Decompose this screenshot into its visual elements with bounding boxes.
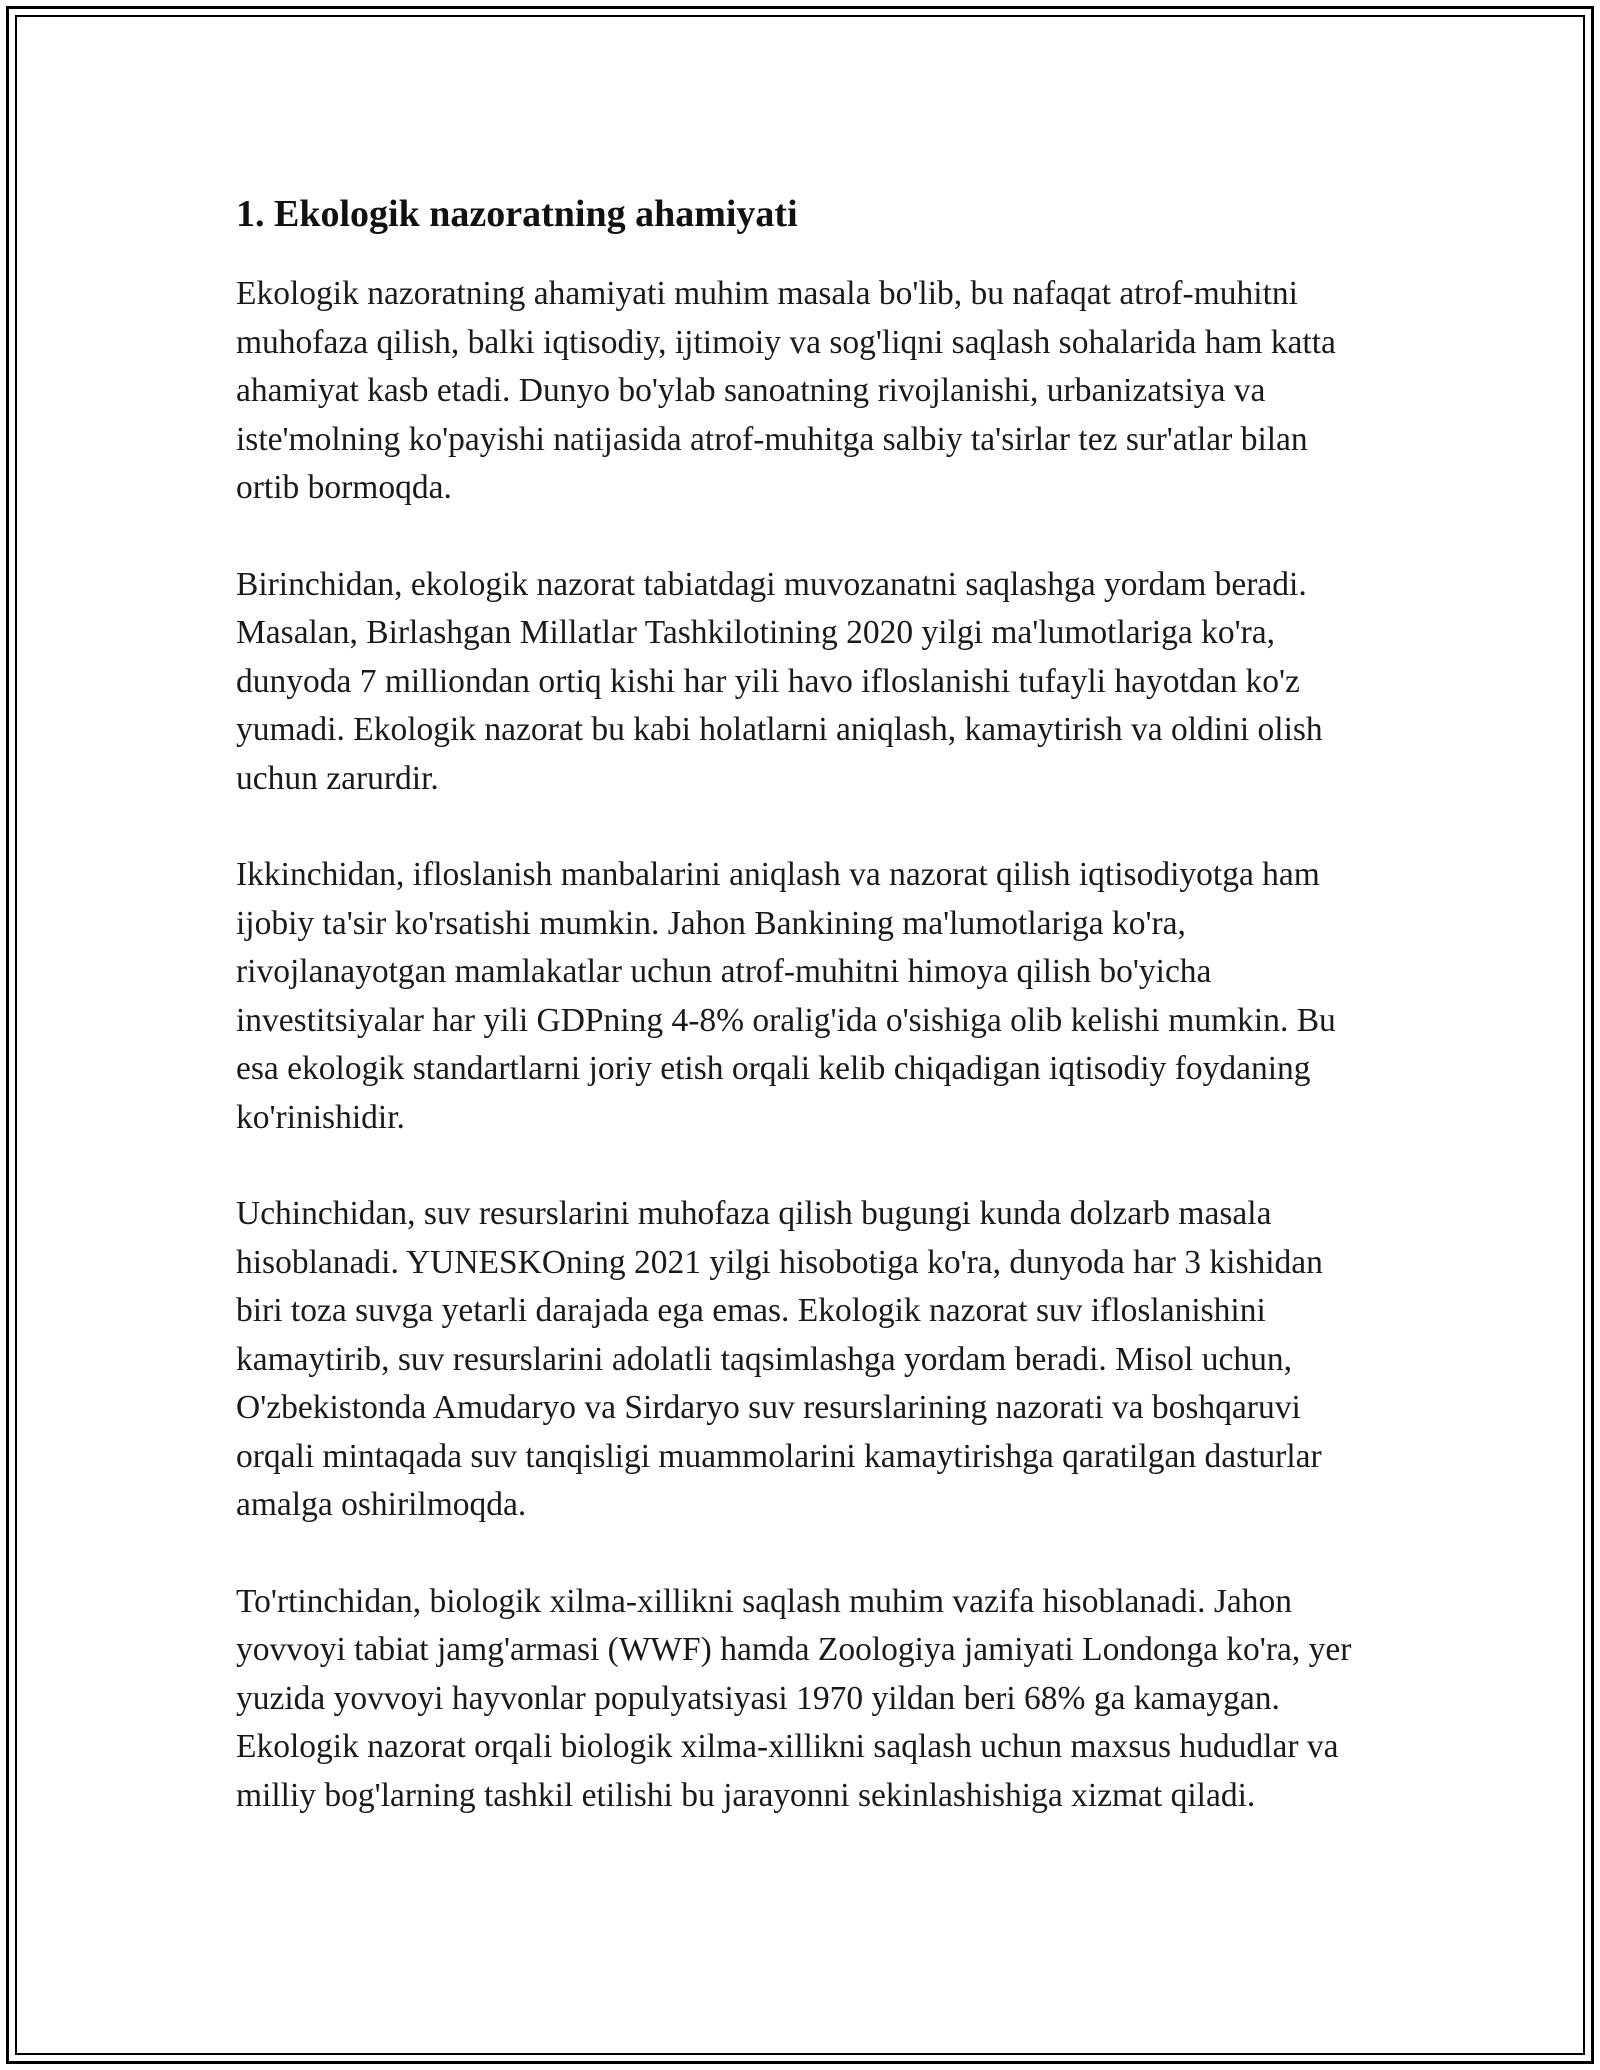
section-heading: 1. Ekologik nazoratning ahamiyati (236, 193, 798, 235)
paragraph-third: Uchinchidan, suv resurslarini muhofaza qilish bugungi kunda dolzarb masala hisoblanadi. YUNESKOning 2021 yilgi hisobotiga ko'ra, dunyoda har 3 kishidan biri toza suvga yetarli darajada ega emas. Ekologik nazorat suv ifloslanishini kamaytirib, suv resurslarini adolatli taqsimlashga yordam beradi. Misol uchun, O'zbekistonda Amudaryo va Sirdaryo suv resurslarining nazorati va boshqaruvi orqali mintaqada suv tanqisligi muammolarini kamaytirishga qaratilgan dasturlar amalga oshirilmoqda. (236, 1195, 1323, 1523)
paragraph-fourth: To'rtinchidan, biologik xilma-xillikni saqlash muhim vazifa hisoblanadi. Jahon yovvoyi tabiat jamg'armasi (WWF) hamda Zoologiya jamiyati Londonga ko'ra, yer yuzida yovvoyi hayvonlar populyatsiyasi 1970 yildan beri 68% ga kamaygan. Ekologik nazorat orqali biologik xilma-xillikni saqlash uchun maxsus hududlar va milliy bog'larning tashkil etilishi bu jarayonni sekinlashishiga xizmat qiladi. (236, 1582, 1352, 1814)
document-body (236, 180, 1360, 1868)
paragraph-second: Ikkinchidan, ifloslanish manbalarini aniqlash va nazorat qilish iqtisodiyotga ham ijobiy ta'sir ko'rsatishi mumkin. Jahon Bankining ma'lumotlariga ko'ra, rivojlanayotgan mamlakatlar uchun atrof-muhitni himoya qilish bo'yicha investitsiyalar har yili GDPning 4-8% oralig'ida o'sishiga olib kelishi mumkin. Bu esa ekologik standartlarni joriy etish orqali kelib chiqadigan iqtisodiy foydaning ko'rinishidir. (236, 856, 1336, 1136)
paragraph-first: Birinchidan, ekologik nazorat tabiatdagi muvozanatni saqlashga yordam beradi. Masalan, Birlashgan Millatlar Tashkilotining 2020 yilgi ma'lumotlariga ko'ra, dunyoda 7 milliondan ortiq kishi har yili havo ifloslanishi tufayli hayotdan ko'z yumadi. Ekologik nazorat bu kabi holatlarni aniqlash, kamaytirish va oldini olish uchun zarurdir. (236, 565, 1323, 797)
paragraph-intro: Ekologik nazoratning ahamiyati muhim masala bo'lib, bu nafaqat atrof-muhitni muhofaza qilish, balki iqtisodiy, ijtimoiy va sog'liqni saqlash sohalarida ham katta ahamiyat kasb etadi. Dunyo bo'ylab sanoatning rivojlanishi, urbanizatsiya va iste'molning ko'payishi natijasida atrof-muhitga salbiy ta'sirlar tez sur'atlar bilan ortib bormoqda. (236, 275, 1336, 506)
